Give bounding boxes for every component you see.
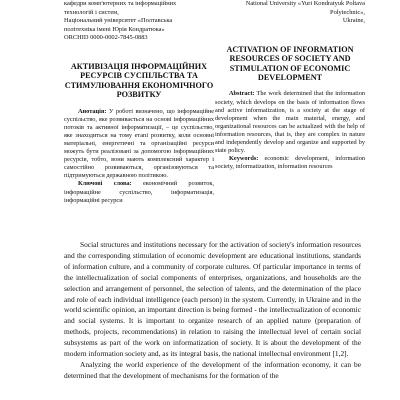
abstract-text-uk: У роботі визначено, що інформаційне суспільство, яке розвивається на основі інформаційних потоків та активної інформатизації, – це суспільство, яке знаходиться на тому етапі розвитку, коли основні матеріальні, енергетичні та організаційні ресурси можуть бути реалізовані за допомогою інформаційних ресурсів, тобто, вони мають комплексний характер і самостійно розвиваються, організовуються та підтримуються державною політикою. — [64, 107, 214, 180]
body-paragraph: Analyzing the world experience of the development of the information economy, it can be determined that the development of mechanisms for the formation of the — [64, 359, 361, 380]
keywords-label-en: Keywords: — [229, 155, 259, 163]
keywords-label-uk: Ключові слова: — [78, 180, 132, 188]
keywords-en — [215, 155, 365, 171]
keywords-text-uk: економічний розвиток, інформаційне суспільство, інформатизація, інформаційні ресурси — [64, 180, 215, 204]
affiliation-line: кафедри комп'ютерних та інформаційних — [64, 0, 177, 7]
abstract-label-uk: Анотація: — [78, 107, 107, 115]
abstract-text-en: The work determined that the information society, which develops on the basis of information flows and active informatization, is a society at the stage of development when the main material, energy, and organizational resources can be actualized with the help of information resources, that is, they are complex in nature and independently develop and organize and supported by state policy. — [215, 90, 365, 155]
paper-title-en: ACTIVATION OF INFORMATION RESOURCES OF SOCIETY AND STIMULATION OF ECONOMIC DEVELOPMENT — [226, 44, 354, 82]
orcid-line: ORCHID 0000-0002-7845-0883 — [64, 34, 148, 42]
affiliation-line: політехніка імені Юрія Кондратюка» — [64, 25, 165, 33]
keywords-uk — [64, 180, 214, 204]
paper-title-uk: АКТИВІЗАЦІЯ ІНФОРМАЦІЙНИХ РЕСУРСІВ СУСПІЛЬСТВА ТА СТИМУЛЮВАННЯ ЕКОНОМІЧНОГО РОЗВИТКУ — [64, 61, 214, 100]
author-affiliation-en — [215, 0, 365, 26]
body-paragraph: Social structures and institutions necessary for the activation of society's information resources and the corresponding stimulation of economic development are educational institutions, standards of information culture, and a community of corporate cultures. Of particular importance in terms of the intellectualization of social components of enterprises, organizations, and households are the selection and arrangement of personnel, the selection of talents, and the determination of the place and role of each individual intelligence (each person) in the system. Currently, in Ukraine and in the world scientific opinion, an important direction is being formed - the intellectualization of economic and social systems. It is important to organize research of an applied nature (preparation of methods, projects, recommendations) in relation to raising the intellectual level of certain social subsystems as part of the work on informatization of society. It is about the development of the modern information society and, as its integral basis, the national intellectual environment [1,2]. — [64, 240, 361, 359]
main-body — [64, 240, 361, 382]
ukrainian-column — [64, 0, 214, 205]
affiliation-line: National University «Yuri Kondratyuk Poltava — [245, 0, 365, 7]
abstract-label-en: Abstract: — [229, 90, 255, 98]
keywords-text-en: economic development, information society, informatization, information resources — [215, 155, 365, 171]
abstract-uk — [64, 108, 214, 181]
abstract-en — [215, 90, 365, 155]
author-affiliation-uk — [64, 0, 214, 43]
affiliation-line: Ukraine, — [342, 17, 365, 25]
affiliation-line: Національний університет «Полтавська — [64, 17, 173, 25]
affiliation-line: Polytechnic», — [330, 8, 365, 16]
affiliation-line: технологій і систем, — [64, 8, 119, 16]
english-column — [215, 0, 365, 171]
